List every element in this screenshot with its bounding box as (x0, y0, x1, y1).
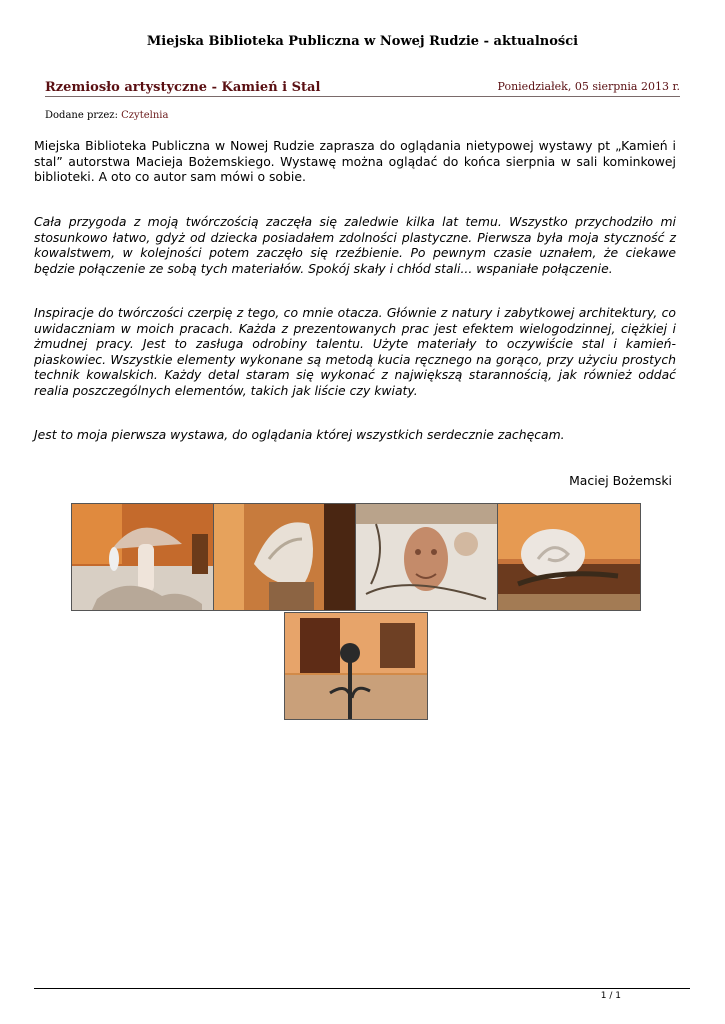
added-by-label: Dodane przez: (45, 110, 118, 121)
photo-stone-mushroom[interactable] (71, 503, 215, 611)
photo-stone-snail[interactable] (497, 503, 641, 611)
quote-paragraph-3: Jest to moja pierwsza wystawa, do oglądania której wszystkich serdecznie zachęcam. (34, 427, 565, 442)
article-title[interactable]: Rzemiosło artystyczne - Kamień i Stal (45, 80, 321, 95)
photo-stone-face[interactable] (355, 503, 499, 611)
article-header (45, 78, 680, 97)
quote-paragraph-1: Cała przygoda z moją twórczością zaczęła się zaledwie kilka lat temu. Wszystko przychodziło mi stosunkowo łatwo, gdyż od dziecka posiadałem zdolności plastyczne. Pierwsza była moja styczność z kowalstwem, w kolejności potem zaczęło się rzeźbienie. Po pewnym czasie uznałem, że ciekawe będzie połączenie ze sobą tych materiałów. Spokój skały i chłód stali... wspaniałe połączenie. (34, 214, 676, 276)
site-title: Miejska Biblioteka Publiczna w Nowej Rudzie - aktualności (146, 34, 579, 49)
photo-stone-shell[interactable] (213, 503, 357, 611)
photo-iron-rose[interactable] (284, 612, 428, 720)
signature: Maciej Bożemski (569, 473, 672, 488)
article-date: Poniedziałek, 05 sierpnia 2013 r. (497, 80, 680, 93)
page-number: 1 / 1 (600, 991, 621, 1001)
intro-paragraph: Miejska Biblioteka Publiczna w Nowej Rudzie zaprasza do oglądania nietypowej wystawy pt „Kamień i stal” autorstwa Macieja Bożemskiego. Wystawę można oglądać do końca sierpnia w sali kominkowej biblioteki. A oto co autor sam mówi o sobie. (34, 138, 676, 184)
footer-divider (34, 988, 690, 989)
author-link[interactable]: Czytelnia (121, 110, 169, 121)
article-meta (45, 110, 168, 121)
quote-paragraph-2: Inspiracje do twórczości czerpię z tego, co mnie otacza. Głównie z natury i zabytkowej architektury, co uwidaczniam w moich pracach. Każda z prezentowanych prac jest efektem wielogodzinnej, ciężkiej i żmudnej pracy. Jest to zasługa odrobiny talentu. Użyte materiały to oczywiście stal i kamień- piaskowiec. Wszystkie elementy wykonane są metodą kucia ręcznego na gorąco, przy użyciu prostych technik kowalskich. Każdy detal staram się wykonać z największą starannością, jak również oddać realia poszczególnych elementów, takich jak liście czy kwiaty. (34, 305, 676, 398)
